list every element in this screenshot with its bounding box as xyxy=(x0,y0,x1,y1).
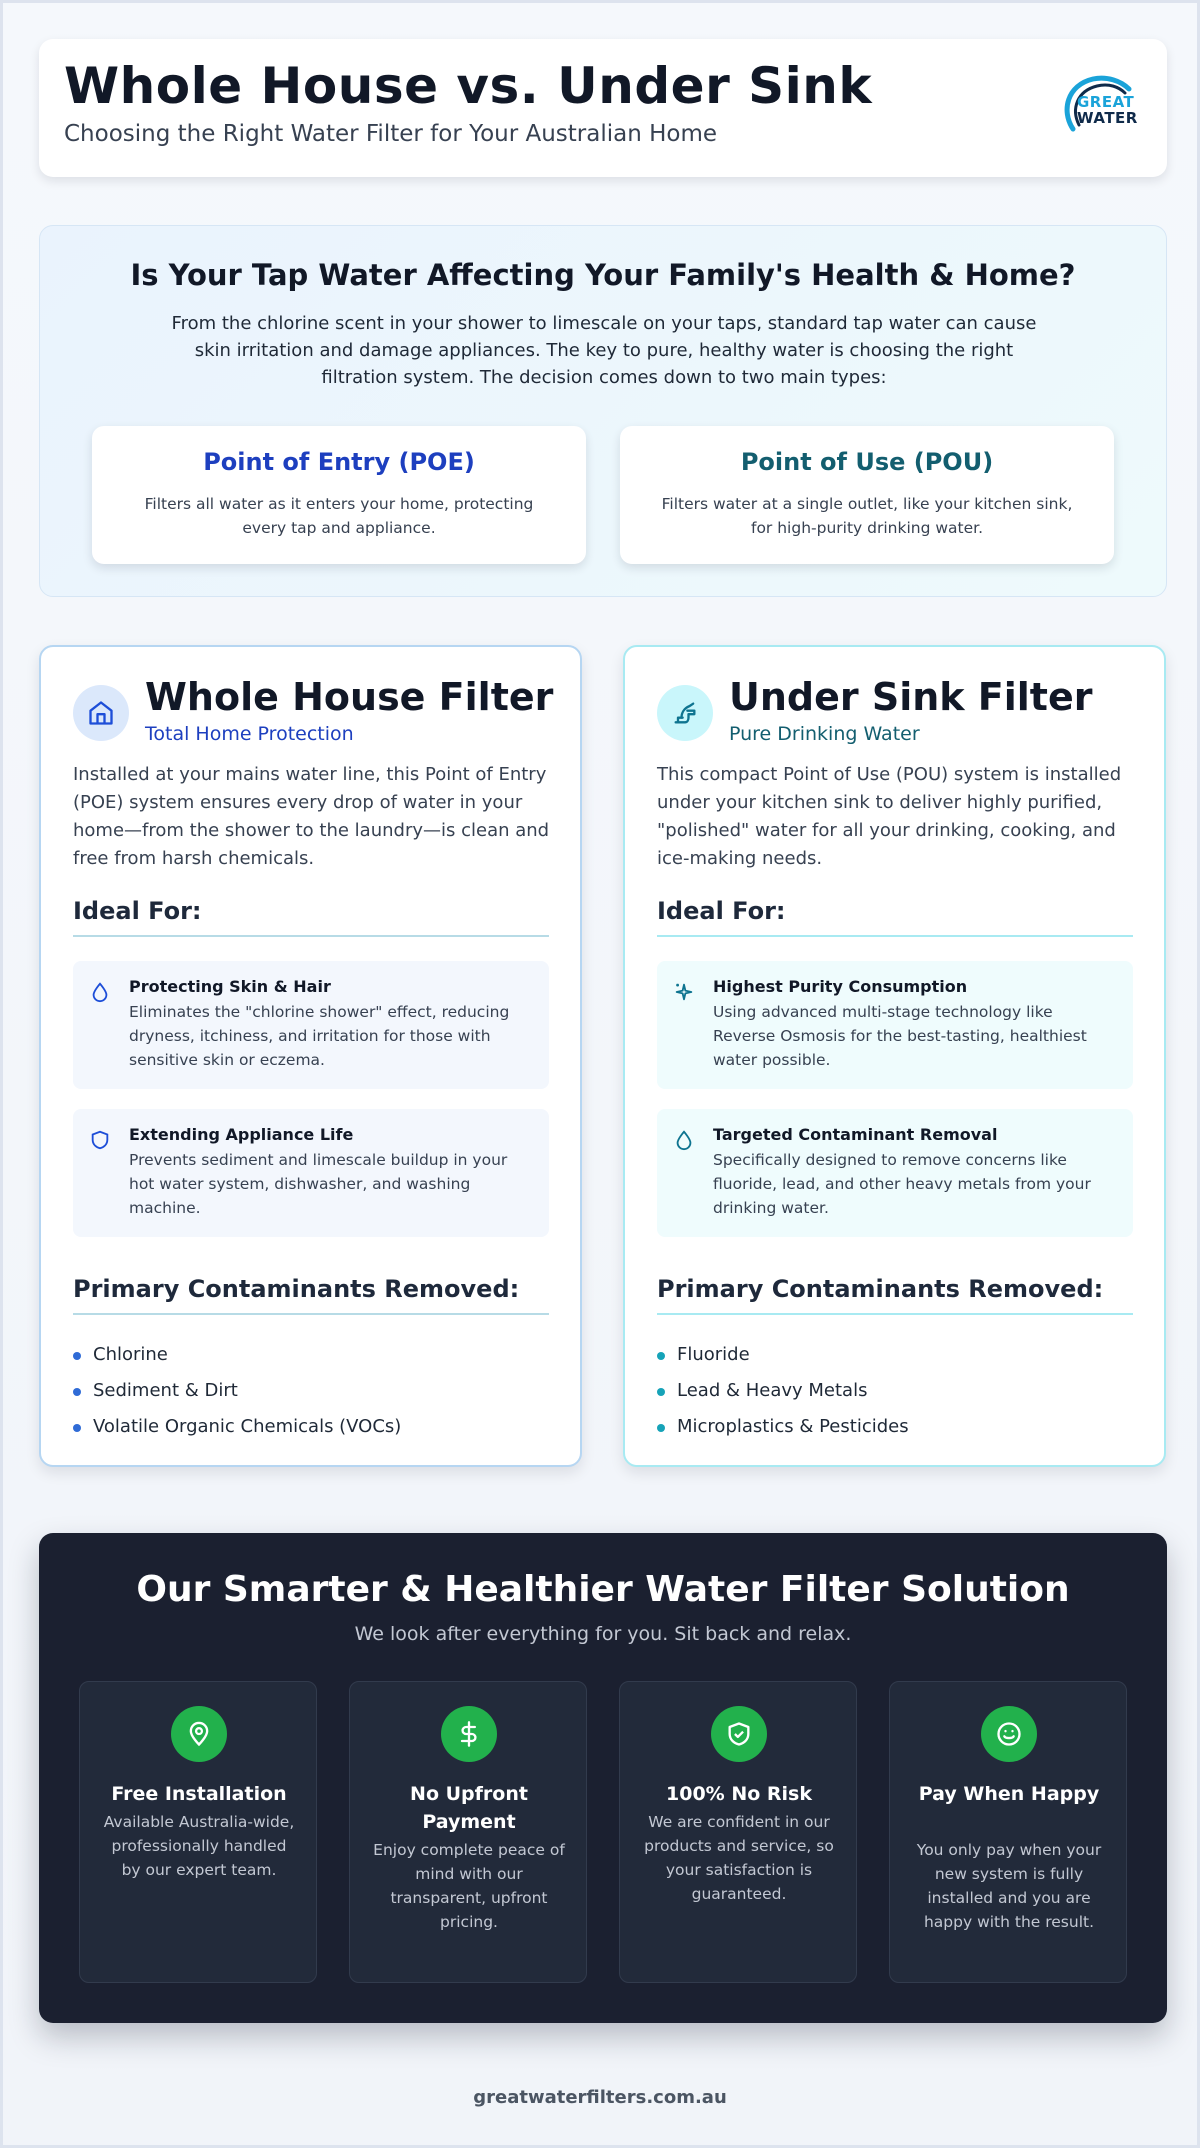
feature-item xyxy=(73,961,549,1089)
solution-subheading: We look after everything for you. Sit back and relax. xyxy=(354,1623,852,1645)
droplet-icon xyxy=(89,981,111,1003)
benefit-text: Available Australia-wide, professionally handled by our expert team. xyxy=(103,1813,295,1879)
benefit-card-no-risk xyxy=(619,1681,857,1983)
logo-text-great: GREAT xyxy=(1077,93,1135,111)
benefit-card-free-installation xyxy=(79,1681,317,1983)
list-item: Microplastics & Pesticides xyxy=(657,1409,909,1445)
footer-website: greatwaterfilters.com.au xyxy=(473,2087,727,2108)
benefit-title: Free Installation xyxy=(111,1783,287,1805)
list-item: Lead & Heavy Metals xyxy=(657,1373,909,1409)
product-tagline: Total Home Protection xyxy=(145,723,354,745)
pou-text: Filters water at a single outlet, like your kitchen sink, for high-purity drinking water. xyxy=(661,495,1073,537)
faucet-icon xyxy=(671,699,699,727)
feature-item xyxy=(73,1109,549,1237)
list-item: Fluoride xyxy=(657,1337,909,1373)
feature-title: Protecting Skin & Hair xyxy=(129,977,331,996)
benefit-text: You only pay when your new system is fully installed and you are happy with the result. xyxy=(916,1841,1102,1931)
feature-text: Specifically designed to remove concerns like fluoride, lead, and other heavy metals from your drinking water. xyxy=(713,1151,1091,1217)
list-item: Sediment & Dirt xyxy=(73,1373,401,1409)
poe-card xyxy=(92,426,586,564)
feature-text: Using advanced multi-stage technology like Reverse Osmosis for the best-tasting, healthiest water possible. xyxy=(713,1003,1087,1069)
product-title: Under Sink Filter xyxy=(729,675,1093,719)
benefit-icon-circle xyxy=(981,1706,1037,1762)
logo-text-water: WATER xyxy=(1077,109,1138,127)
list-item: Volatile Organic Chemicals (VOCs) xyxy=(73,1409,401,1445)
pou-card xyxy=(620,426,1114,564)
product-badge xyxy=(73,685,129,741)
benefit-icon-circle xyxy=(171,1706,227,1762)
feature-text: Eliminates the "chlorine shower" effect, reducing dryness, itchiness, and irritation for those with sensitive skin or eczema. xyxy=(129,1003,510,1069)
whole-house-card xyxy=(39,645,582,1467)
contaminants-list xyxy=(73,1337,401,1445)
ideal-for-heading: Ideal For: xyxy=(73,897,549,937)
benefit-text: We are confident in our products and service, so your satisfaction is guaranteed. xyxy=(644,1813,834,1903)
product-badge xyxy=(657,685,713,741)
page-title: Whole House vs. Under Sink xyxy=(64,57,873,115)
ideal-for-heading: Ideal For: xyxy=(657,897,1133,937)
house-icon xyxy=(87,699,115,727)
feature-title: Highest Purity Consumption xyxy=(713,977,968,996)
benefit-title: 100% No Risk xyxy=(666,1783,812,1805)
benefit-card-no-upfront-payment xyxy=(349,1681,587,1983)
product-description: Installed at your mains water line, this Point of Entry (POE) system ensures every drop of water in your home—from the shower to the laundry—is clean and free from harsh chemicals. xyxy=(73,764,550,869)
page-subtitle: Choosing the Right Water Filter for Your Australian Home xyxy=(64,121,718,147)
droplet-icon xyxy=(673,1129,695,1151)
sparkle-icon xyxy=(673,981,695,1003)
great-water-logo xyxy=(1059,75,1149,133)
benefit-card-pay-when-happy xyxy=(889,1681,1127,1983)
benefit-icon-circle xyxy=(711,1706,767,1762)
solution-panel xyxy=(39,1533,1167,2023)
list-item: Chlorine xyxy=(73,1337,401,1373)
product-tagline: Pure Drinking Water xyxy=(729,723,920,745)
shield-icon xyxy=(89,1129,111,1151)
smiley-icon xyxy=(995,1720,1023,1748)
solution-heading: Our Smarter & Healthier Water Filter Solution xyxy=(136,1569,1070,1610)
contaminants-heading: Primary Contaminants Removed: xyxy=(657,1275,1133,1315)
pou-title: Point of Use (POU) xyxy=(740,448,994,476)
feature-title: Targeted Contaminant Removal xyxy=(713,1125,998,1144)
benefit-icon-circle xyxy=(441,1706,497,1762)
shield-check-icon xyxy=(725,1720,753,1748)
benefit-text: Enjoy complete peace of mind with our transparent, upfront pricing. xyxy=(373,1841,565,1931)
intro-heading: Is Your Tap Water Affecting Your Family's Health & Home? xyxy=(130,258,1076,292)
intro-body: From the chlorine scent in your shower to limescale on your taps, standard tap water can cause skin irritation and damage appliances. The key to pure, healthy water is choosing the right filtration system. The decision comes down to two main types: xyxy=(171,313,1037,388)
intro-section xyxy=(39,225,1167,597)
product-title: Whole House Filter xyxy=(145,675,554,719)
header-card xyxy=(39,39,1167,177)
benefit-title: No Upfront Payment xyxy=(410,1783,528,1833)
benefit-title: Pay When Happy xyxy=(918,1783,1100,1805)
feature-text: Prevents sediment and limescale buildup in your hot water system, dishwasher, and washing machine. xyxy=(129,1151,508,1217)
dollar-icon xyxy=(455,1720,483,1748)
feature-title: Extending Appliance Life xyxy=(129,1125,354,1144)
poe-text: Filters all water as it enters your home, protecting every tap and appliance. xyxy=(144,495,534,537)
contaminants-heading: Primary Contaminants Removed: xyxy=(73,1275,549,1315)
feature-item xyxy=(657,1109,1133,1237)
location-pin-icon xyxy=(185,1720,213,1748)
product-description: This compact Point of Use (POU) system is installed under your kitchen sink to deliver highly purified, "polished" water for all your drinking, cooking, and ice-making needs. xyxy=(657,764,1122,869)
under-sink-card xyxy=(623,645,1166,1467)
feature-item xyxy=(657,961,1133,1089)
contaminants-list xyxy=(657,1337,909,1445)
poe-title: Point of Entry (POE) xyxy=(203,448,475,476)
